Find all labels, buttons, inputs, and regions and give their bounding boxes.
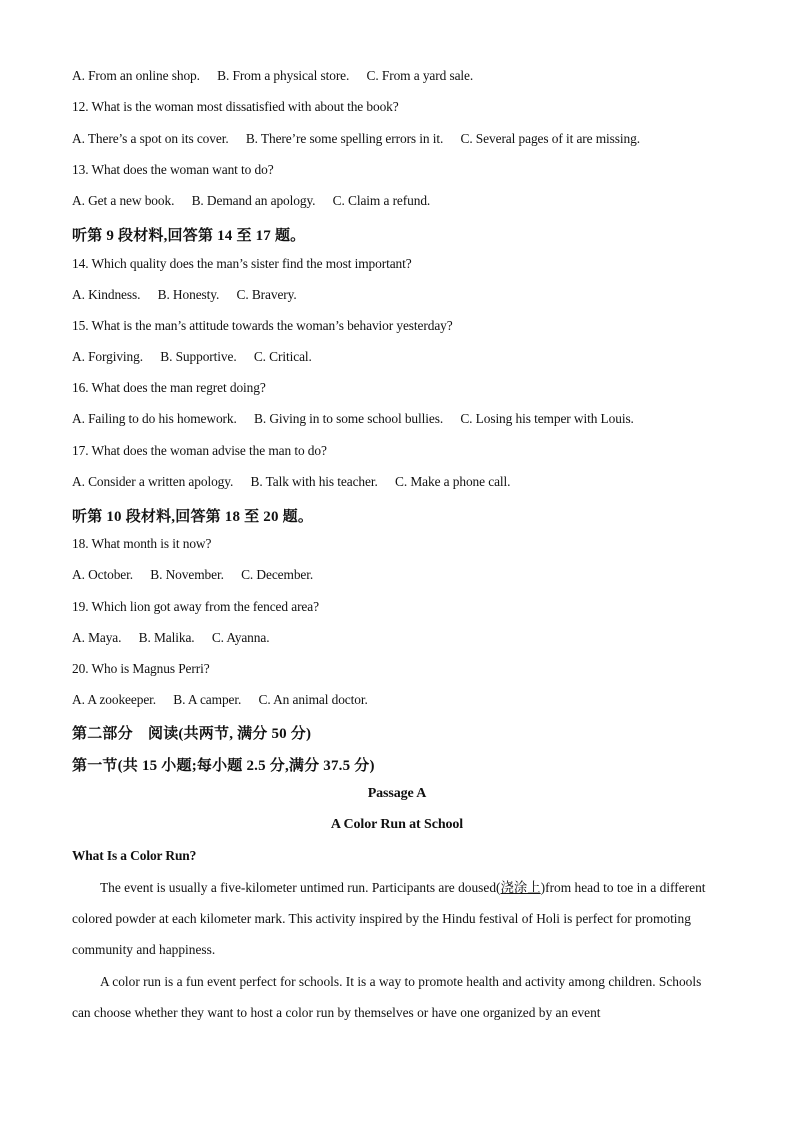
q17-options (72, 474, 524, 490)
q20-options (72, 692, 382, 708)
passage-label: Passage A (367, 786, 427, 801)
q17-option-a: A. Consider a written apology. (72, 474, 234, 489)
q15-option-c: C. Critical. (253, 349, 312, 364)
q13-options (72, 193, 444, 209)
q14-option-c: C. Bravery. (236, 287, 297, 302)
q17-option-c: C. Make a phone call. (395, 474, 511, 489)
passage-paragraph-2: A color run is a fun event perfect for schools. It is a way to promote health and activity among children. Schools can choose whether they want to host a color run by themselves or have one organized by an event (72, 974, 702, 1021)
q13-option-c: C. Claim a refund. (332, 193, 431, 208)
q12-option-b: B. There’re some spelling errors in it. (245, 131, 444, 146)
q14-option-b: B. Honesty. (157, 287, 220, 302)
q17-option-b: B. Talk with his teacher. (250, 474, 378, 489)
q14-question: 14. Which quality does the man’s sister find the most important? (72, 256, 412, 271)
q11-option-c: C. From a yard sale. (366, 68, 474, 83)
q19-option-a: A. Maya. (72, 630, 122, 645)
q18-question: 18. What month is it now? (72, 536, 212, 551)
para1-text-before: The event is usually a five-kilometer untimed run. Participants are doused( (100, 880, 501, 895)
q16-option-c: C. Losing his temper with Louis. (460, 411, 634, 426)
q15-option-b: B. Supportive. (160, 349, 237, 364)
q11-options (72, 68, 487, 84)
q15-question: 15. What is the man’s attitude towards the woman’s behavior yesterday? (72, 318, 453, 333)
q20-option-a: A. A zookeeper. (72, 692, 157, 707)
section-1-heading: 第一节(共 15 小题;每小题 2.5 分,满分 37.5 分) (72, 758, 375, 774)
q18-option-c: C. December. (241, 567, 314, 582)
q15-option-a: A. Forgiving. (72, 349, 143, 364)
q20-question: 20. Who is Magnus Perri? (72, 661, 210, 676)
q16-options (72, 411, 648, 427)
para1-gloss: 浇涂上 (500, 880, 541, 895)
q18-option-a: A. October. (72, 567, 134, 582)
q19-option-b: B. Malika. (138, 630, 195, 645)
q16-option-b: B. Giving in to some school bullies. (254, 411, 444, 426)
passage-paragraph-1 (72, 872, 722, 966)
q11-option-b: B. From a physical store. (217, 68, 350, 83)
q19-options (72, 630, 283, 646)
q12-option-c: C. Several pages of it are missing. (460, 131, 640, 146)
q15-options (72, 349, 326, 365)
section-9-heading: 听第 9 段材料,回答第 14 至 17 题。 (72, 228, 306, 244)
section-10-heading: 听第 10 段材料,回答第 18 至 20 题。 (72, 509, 314, 525)
q13-option-b: B. Demand an apology. (191, 193, 316, 208)
passage-subheading: What Is a Color Run? (72, 848, 197, 863)
q19-question: 19. Which lion got away from the fenced area? (72, 599, 319, 614)
q13-question: 13. What does the woman want to do? (72, 162, 274, 177)
q14-option-a: A. Kindness. (72, 287, 141, 302)
q19-option-c: C. Ayanna. (211, 630, 270, 645)
passage-title: A Color Run at School (330, 817, 464, 832)
q11-option-a: A. From an online shop. (72, 68, 200, 83)
q18-option-b: B. November. (150, 567, 224, 582)
q12-option-a: A. There’s a spot on its cover. (72, 131, 229, 146)
q18-options (72, 567, 327, 583)
q16-question: 16. What does the man regret doing? (72, 380, 266, 395)
q13-option-a: A. Get a new book. (72, 193, 175, 208)
para1-text-after: )from head to toe in a different colored powder at each kilometer mark. This activity inspired by the Hindu festival of Holi is perfect for promoting community and happiness. (72, 880, 706, 958)
q14-options (72, 287, 311, 303)
q20-option-b: B. A camper. (173, 692, 242, 707)
q16-option-a: A. Failing to do his homework. (72, 411, 237, 426)
q12-question: 12. What is the woman most dissatisfied with about the book? (72, 99, 399, 114)
q20-option-c: C. An animal doctor. (258, 692, 368, 707)
q12-options (72, 131, 654, 147)
q17-question: 17. What does the woman advise the man to do? (72, 443, 327, 458)
part-2-heading: 第二部分 阅读(共两节, 满分 50 分) (72, 726, 312, 742)
